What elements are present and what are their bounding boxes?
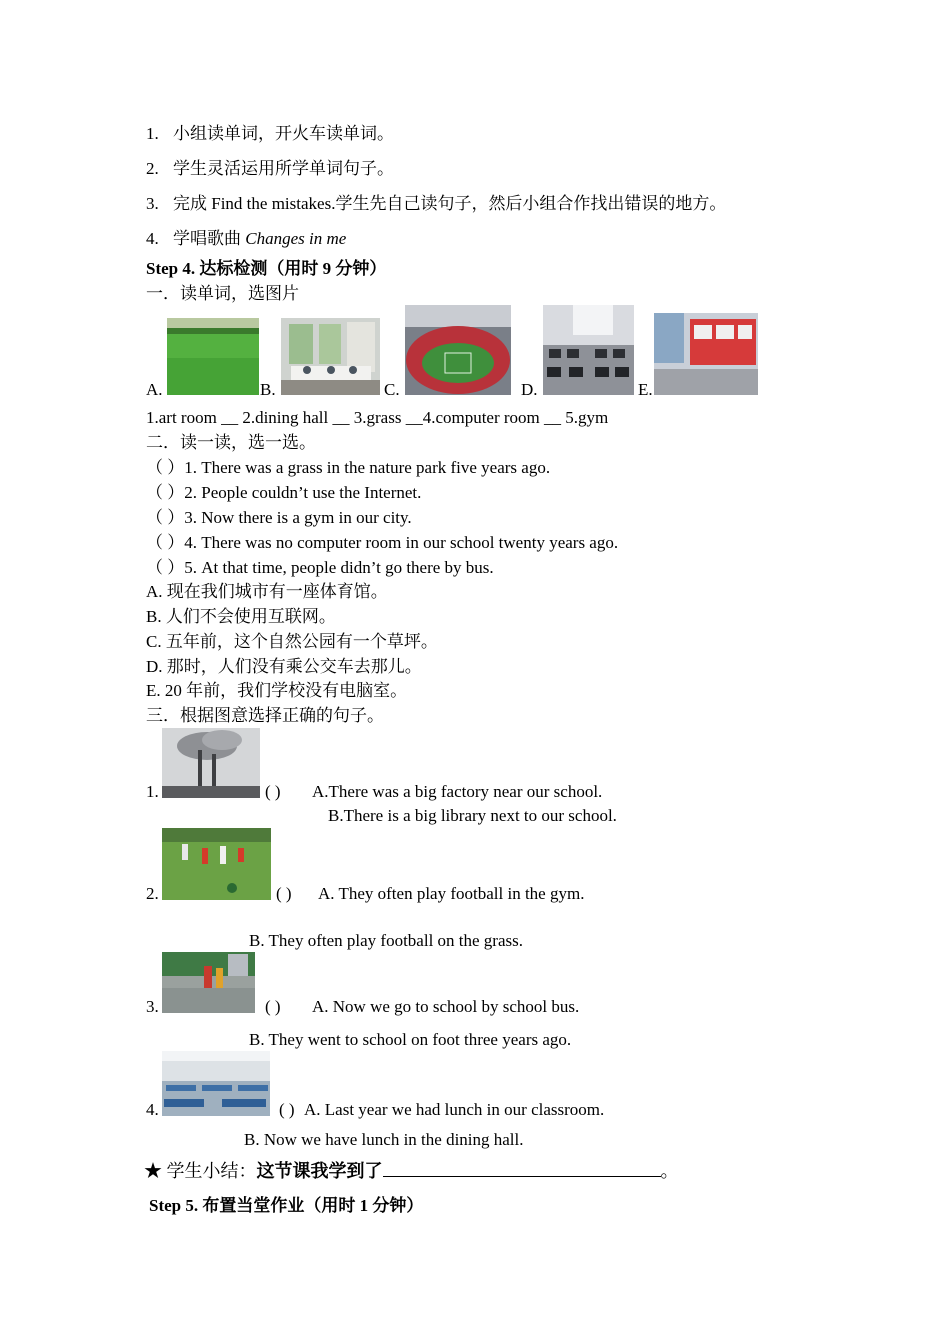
item4-num: 4. (146, 1100, 159, 1119)
part2-question-5: （ ）5. At that time, people didn’t go there by bus. (146, 558, 494, 577)
image-label-c: C. (384, 380, 400, 399)
stadium-photo (405, 305, 511, 395)
activity-text: 学唱歌曲 (173, 229, 246, 248)
part2-heading: 二．读一读，选一选。 (146, 433, 316, 452)
activity-num: 2. (146, 159, 159, 178)
activity-text: 小组读单词，开火车读单词。 (173, 124, 394, 143)
item2-blank: ( ) (276, 884, 292, 903)
part2-question-4: （ ）4. There was no computer room in our school twenty years ago. (146, 533, 619, 552)
item2-option-a: A. They often play football in the gym. (318, 884, 585, 903)
part2-question-2: （ ）2. People couldn’t use the Internet. (146, 483, 422, 502)
star-icon: ★ (144, 1161, 162, 1181)
part1-heading: 一．读单词，选图片 (146, 284, 299, 303)
item2-num: 2. (146, 884, 159, 903)
part2-option-d: D. 那时，人们没有乘公交车去那儿。 (146, 657, 422, 676)
summary-label: 学生小结： (162, 1161, 257, 1181)
item2-option-b: B. They often play football on the grass. (249, 931, 523, 950)
item4-option-a: A. Last year we had lunch in our classroom. (304, 1100, 605, 1119)
summary-line (144, 1160, 679, 1181)
words-line: 1.art room __ 2.dining hall __ 3.grass __4.computer room __ 5.gym (146, 408, 609, 427)
item3-blank: ( ) (265, 997, 281, 1016)
dining-hall-photo (281, 318, 380, 395)
item1-option-a: A.There was a big factory near our school. (312, 782, 603, 801)
activity-num: 4. (146, 229, 159, 248)
activity-num: 1. (146, 124, 159, 143)
part2-option-c: C. 五年前，这个自然公园有一个草坪。 (146, 632, 438, 651)
computer-room-photo (543, 305, 634, 395)
part2-question-1: （ ）1. There was a grass in the nature park five years ago. (146, 458, 551, 477)
song-title: Changes in me (245, 229, 347, 248)
step5-title: Step 5. 布置当堂作业（用时 1 分钟） (149, 1196, 424, 1215)
dining-hall-photo (162, 1051, 270, 1116)
image-label-a: A. (146, 380, 163, 399)
item1-num: 1. (146, 782, 159, 801)
item3-option-a: A. Now we go to school by school bus. (312, 997, 580, 1016)
step4-title: Step 4. 达标检测（用时 9 分钟） (146, 259, 387, 278)
factory-photo (162, 728, 260, 798)
part2-option-b: B. 人们不会使用互联网。 (146, 607, 336, 626)
summary-text: 这节课我学到了 (256, 1161, 383, 1181)
activity-text: 完成 Find the mistakes.学生先自己读句子，然后小组合作找出错误的地方。 (173, 194, 727, 213)
part2-question-3: （ ）3. Now there is a gym in our city. (146, 508, 412, 527)
summary-answer-line (383, 1160, 661, 1177)
activity-3 (146, 194, 726, 214)
walking-photo (162, 952, 255, 1013)
football-photo (162, 828, 271, 900)
part3-heading: 三．根据图意选择正确的句子。 (146, 706, 384, 725)
part2-option-e: E. 20 年前，我们学校没有电脑室。 (146, 681, 408, 700)
item4-option-b: B. Now we have lunch in the dining hall. (244, 1130, 524, 1149)
item3-option-b: B. They went to school on foot three years ago. (249, 1030, 572, 1049)
item1-blank: ( ) (265, 782, 281, 801)
image-label-e: E. (638, 380, 653, 399)
item3-num: 3. (146, 997, 159, 1016)
image-label-b: B. (260, 380, 276, 399)
activity-text: 学生灵活运用所学单词句子。 (173, 159, 394, 178)
art-room-photo (654, 313, 758, 395)
activity-num: 3. (146, 194, 159, 213)
activity-4 (146, 229, 346, 249)
activity-2 (146, 159, 394, 179)
activity-1 (146, 124, 394, 144)
item4-blank: ( ) (279, 1100, 295, 1119)
part2-option-a: A. 现在我们城市有一座体育馆。 (146, 582, 388, 601)
item1-option-b: B.There is a big library next to our school. (328, 806, 617, 825)
grass-field-photo (167, 318, 259, 395)
image-label-d: D. (521, 380, 538, 399)
summary-end: 。 (660, 1161, 679, 1181)
